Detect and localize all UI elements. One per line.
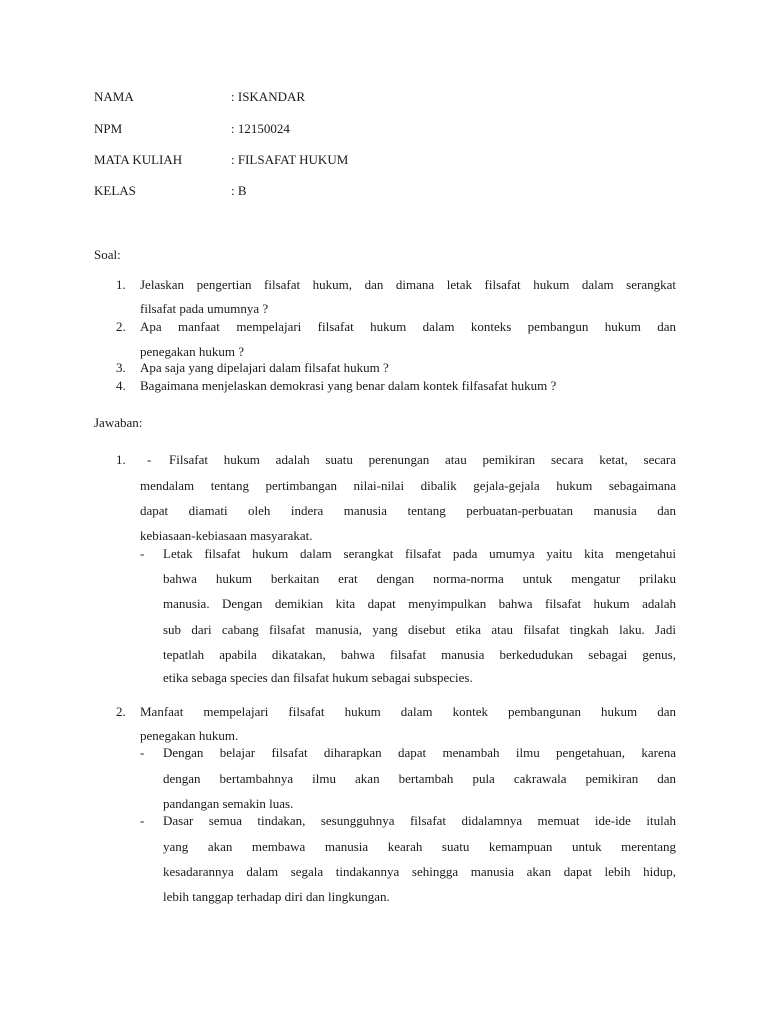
jawaban-1-bullet-line-1: Letak filsafat hukum dalam serangkat filsafat pada umumya yaitu kita mengetahui: [163, 546, 676, 561]
jawaban-2-bullet-1-dash: -: [140, 745, 145, 760]
soal-2-line-1: Apa manfaat mempelajari filsafat hukum dalam konteks pembangun hukum dan: [140, 319, 676, 334]
jawaban-1-para-line-2: mendalam tentang pertimbangan nilai-nilai dibalik gejala-gejala hukum sebagaimana: [140, 478, 676, 493]
kelas-label: KELAS: [94, 183, 136, 198]
soal-4-number: 4.: [116, 378, 126, 393]
jawaban-1-dash: -: [147, 452, 152, 467]
soal-1-line-2: filsafat pada umumnya ?: [140, 301, 269, 316]
jawaban-2-line-1: Manfaat mempelajari filsafat hukum dalam kontek pembangunan hukum dan: [140, 704, 676, 719]
jawaban-1-bullet-line-2: bahwa hukum berkaitan erat dengan norma-norma untuk mengatur prilaku: [163, 571, 676, 586]
soal-2-number: 2.: [116, 319, 126, 334]
jawaban-heading: Jawaban:: [94, 415, 143, 430]
soal-2-line-2: penegakan hukum ?: [140, 344, 244, 359]
soal-1-line-1: Jelaskan pengertian filsafat hukum, dan dimana letak filsafat hukum dalam serangkat: [140, 277, 676, 292]
jawaban-2-bullet-1-line-2: dengan bertambahnya ilmu akan bertambah pula cakrawala pemikiran dan: [163, 771, 676, 786]
jawaban-1-bullet-line-6: etika sebaga species dan filsafat hukum sebagai subspecies.: [163, 670, 473, 685]
soal-heading: Soal:: [94, 247, 121, 262]
nama-label: NAMA: [94, 89, 134, 104]
jawaban-2-bullet-2-line-3: kesadarannya dalam segala tindakannya sehingga manusia akan dapat lebih hidup,: [163, 864, 676, 879]
soal-3-number: 3.: [116, 360, 126, 375]
jawaban-2-bullet-1-line-3: pandangan semakin luas.: [163, 796, 294, 811]
soal-4-line-1: Bagaimana menjelaskan demokrasi yang benar dalam kontek filfasafat hukum ?: [140, 378, 557, 393]
matkul-value: : FILSAFAT HUKUM: [231, 152, 349, 167]
jawaban-1-bullet-line-5: tepatlah apabila dikatakan, bahwa filsafat manusia berkedudukan sebagai genus,: [163, 647, 676, 662]
kelas-value: : B: [231, 183, 247, 198]
soal-3-line-1: Apa saja yang dipelajari dalam filsafat hukum ?: [140, 360, 389, 375]
jawaban-2-bullet-2-dash: -: [140, 813, 145, 828]
jawaban-2-bullet-1-line-1: Dengan belajar filsafat diharapkan dapat menambah ilmu pengetahuan, karena: [163, 745, 676, 760]
npm-value: : 12150024: [231, 121, 290, 136]
jawaban-1-number: 1.: [116, 452, 126, 467]
jawaban-1-bullet-line-3: manusia. Dengan demikian kita dapat menyimpulkan bahwa filsafat hukum adalah: [163, 596, 676, 611]
jawaban-1-para-line-4: kebiasaan-kebiasaan masyarakat.: [140, 528, 313, 543]
jawaban-1-para-line-1: Filsafat hukum adalah suatu perenungan atau pemikiran secara ketat, secara: [169, 452, 676, 467]
nama-value: : ISKANDAR: [231, 89, 306, 104]
matkul-label: MATA KULIAH: [94, 152, 183, 167]
soal-1-number: 1.: [116, 277, 126, 292]
jawaban-1-bullet-line-4: sub dari cabang filsafat manusia, yang disebut etika atau filsafat tingkah laku. Jadi: [163, 622, 676, 637]
jawaban-1-bullet-dash: -: [140, 546, 145, 561]
jawaban-1-para-line-3: dapat diamati oleh indera manusia tentang perbuatan-perbuatan manusia dan: [140, 503, 676, 518]
jawaban-2-bullet-2-line-1: Dasar semua tindakan, sesungguhnya filsafat didalamnya memuat ide-ide itulah: [163, 813, 676, 828]
jawaban-2-bullet-2-line-4: lebih tanggap terhadap diri dan lingkungan.: [163, 889, 390, 904]
jawaban-2-bullet-2-line-2: yang akan membawa manusia kearah suatu kemampuan untuk merentang: [163, 839, 676, 854]
jawaban-2-number: 2.: [116, 704, 126, 719]
npm-label: NPM: [94, 121, 123, 136]
jawaban-2-line-2: penegakan hukum.: [140, 728, 239, 743]
